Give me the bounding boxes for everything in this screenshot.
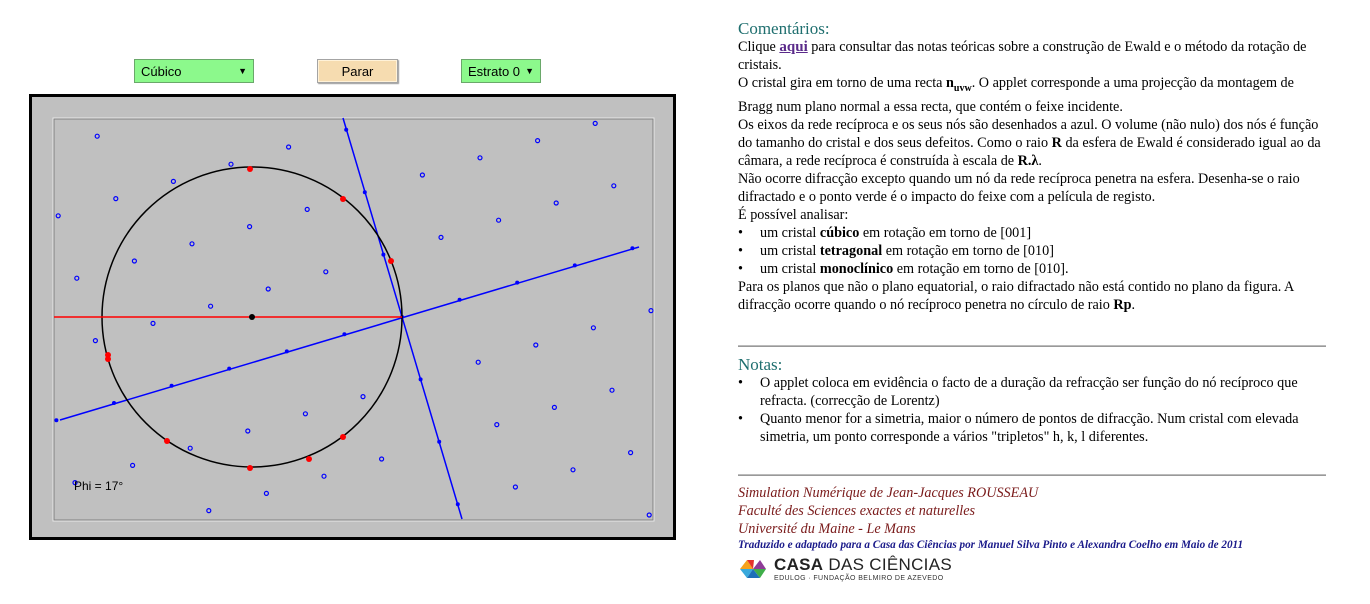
lattice-node <box>515 281 519 285</box>
lattice-node <box>54 418 58 422</box>
reciprocal-lattice-nodes <box>56 121 653 517</box>
divider <box>738 474 1326 476</box>
lattice-node <box>264 491 268 495</box>
list-item: • Quanto menor for a simetria, maior o número de pontos de difracção. Num cristal com elevada simetria, um ponto corresponde a vários "tripletos" h, k, l diferentes. <box>738 410 1328 446</box>
lattice-node <box>188 446 192 450</box>
lattice-node <box>248 225 252 229</box>
lattice-node <box>56 214 60 218</box>
lattice-node <box>573 263 577 267</box>
lattice-select[interactable] <box>134 59 254 83</box>
reflection-point <box>340 434 346 440</box>
lattice-node <box>419 377 423 381</box>
lattice-node <box>554 201 558 205</box>
lattice-node <box>324 270 328 274</box>
lattice-node <box>171 179 175 183</box>
lattice-node <box>630 246 634 250</box>
reflection-point <box>340 196 346 202</box>
layer-select[interactable] <box>461 59 541 83</box>
comment-p4: Não ocorre difracção excepto quando um nó da rede recíproca penetra na esfera. Desenha-se o raio difractado e o ponto verde é o impacto do feixe com a película de registo. <box>738 170 1300 205</box>
reflection-point <box>247 166 253 172</box>
lattice-node <box>612 184 616 188</box>
lattice-node <box>571 468 575 472</box>
lattice-node <box>361 395 365 399</box>
comment-p5: É possível analisar: <box>738 206 849 223</box>
logo-mark-icon <box>738 557 768 581</box>
reflection-point <box>306 456 312 462</box>
lattice-node <box>495 423 499 427</box>
lattice-node <box>287 145 291 149</box>
notes-heading: Notas: <box>738 355 783 374</box>
phi-angle-label: Phi = 17° <box>74 479 124 493</box>
lattice-node <box>207 509 211 513</box>
credits-section <box>738 484 1328 552</box>
lattice-node <box>591 326 595 330</box>
lattice-node <box>649 309 653 313</box>
lattice-node <box>552 405 556 409</box>
credit-line: Université du Maine - Le Mans <box>738 521 916 537</box>
lattice-node <box>439 235 443 239</box>
comment-p2: O cristal gira em torno de uma recta $n_{uvw}$. O applet corresponde a uma projecção da montagem de Bragg num plano normal a essa recta, que contém o feixe incidente. <box>738 75 1294 115</box>
lattice-node <box>647 513 651 517</box>
lattice-node <box>497 218 501 222</box>
credit-line: Simulation Numérique de Jean-Jacques ROUSSEAU <box>738 485 1039 501</box>
lattice-node <box>342 332 346 336</box>
layer-select-value: Estrato 0 <box>468 63 521 79</box>
lattice-node <box>322 474 326 478</box>
comments-section <box>738 20 1328 314</box>
lattice-node <box>344 128 348 132</box>
lattice-node <box>131 463 135 467</box>
lattice-node <box>227 367 231 371</box>
notes-list <box>738 374 1328 446</box>
lattice-node <box>190 242 194 246</box>
lattice-select-value: Cúbico <box>141 63 182 79</box>
lattice-node <box>363 190 367 194</box>
lattice-node <box>534 343 538 347</box>
reflection-point <box>247 465 253 471</box>
lattice-node <box>114 197 118 201</box>
theory-notes-link[interactable]: aqui <box>779 39 808 55</box>
logo-tagline: EDULOG · FUNDAÇÃO BELMIRO DE AZEVEDO <box>774 575 944 582</box>
list-item: • O applet coloca em evidência o facto de a duração da refracção ser função do nó recíproco que refracta. (correcção de Lorentz) <box>738 374 1328 410</box>
lattice-node <box>229 162 233 166</box>
crystal-list <box>738 224 1328 278</box>
reflection-point <box>164 438 170 444</box>
lattice-node <box>381 253 385 257</box>
lattice-node <box>476 360 480 364</box>
lattice-node <box>209 304 213 308</box>
sphere-center <box>249 314 255 320</box>
lattice-node <box>112 401 116 405</box>
translation-credit: Traduzido e adaptado para a Casa das Ciências por Manuel Silva Pinto e Alexandra Coelho em Maio de 2011 <box>738 539 1244 551</box>
lattice-node <box>95 134 99 138</box>
list-item: • um cristal tetragonal em rotação em torno de [010] <box>738 242 1328 260</box>
lattice-node <box>266 287 270 291</box>
lattice-node <box>456 502 460 506</box>
reciprocal-axis-a <box>60 247 639 420</box>
plot-frame-dark <box>54 119 653 520</box>
lattice-node <box>593 121 597 125</box>
comment-p3: Os eixos da rede recíproca e os seus nós são desenhados a azul. O volume (não nulo) dos nós é função do tamanho do cristal e dos seus defeitos. Como o raio R da esfera de Ewald é considerado igual ao da câmara, a rede recíproca é construída à escala de R.λ. <box>738 116 1321 169</box>
lattice-node <box>285 349 289 353</box>
dropdown-arrow-icon: ▼ <box>525 66 534 76</box>
casa-das-ciencias-logo[interactable] <box>738 555 952 582</box>
comment-p6: Para os planos que não o plano equatorial, o raio difractado não está contido no plano da figura. A difracção ocorre quando o nó recíproco penetra no círculo de raio Rp. <box>738 278 1294 313</box>
ewald-applet-canvas[interactable] <box>29 94 676 540</box>
lattice-node <box>458 298 462 302</box>
lattice-node <box>303 412 307 416</box>
plot-frame-light <box>53 118 654 521</box>
lattice-node <box>629 451 633 455</box>
divider <box>738 345 1326 347</box>
list-item: • um cristal cúbico em rotação em torno de [001] <box>738 224 1328 242</box>
reflection-point <box>105 352 111 358</box>
lattice-node <box>246 429 250 433</box>
stop-button[interactable]: Parar <box>317 59 398 83</box>
reflection-point <box>388 258 394 264</box>
comment-p1: Clique aqui para consultar das notas teóricas sobre a construção de Ewald e o método da rotação de cristais. <box>738 39 1307 73</box>
lattice-node <box>151 321 155 325</box>
lattice-node <box>420 173 424 177</box>
lattice-node <box>513 485 517 489</box>
comments-heading: Comentários: <box>738 19 830 38</box>
credit-line: Faculté des Sciences exactes et naturelles <box>738 503 976 519</box>
lattice-node <box>610 388 614 392</box>
ewald-diagram <box>32 97 673 537</box>
lattice-node <box>380 457 384 461</box>
lattice-node <box>132 259 136 263</box>
lattice-node <box>75 276 79 280</box>
lattice-node <box>536 139 540 143</box>
notes-section <box>738 356 1328 446</box>
lattice-node <box>478 156 482 160</box>
lattice-node <box>93 339 97 343</box>
dropdown-arrow-icon: ▼ <box>238 66 247 76</box>
lattice-node <box>305 207 309 211</box>
lattice-node <box>170 384 174 388</box>
list-item: • um cristal monoclínico em rotação em torno de [010]. <box>738 260 1328 278</box>
lattice-node <box>437 440 441 444</box>
logo-name: CASA DAS CIÊNCIAS <box>774 555 952 574</box>
